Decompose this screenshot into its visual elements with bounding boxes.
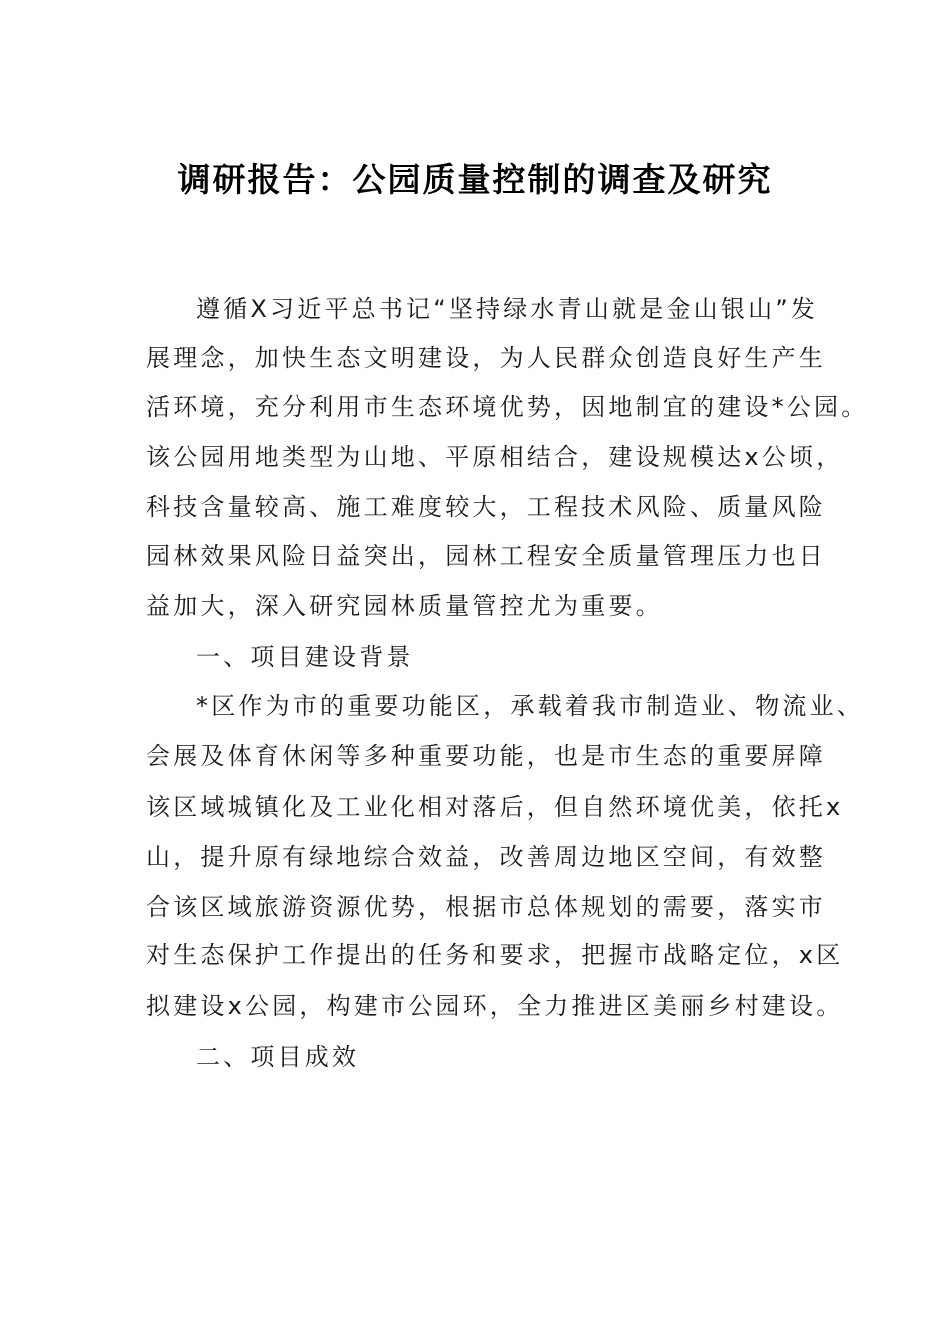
paragraph-1-line-3: 活环境，充分利用市生态环境优势，因地制宜的建设*公园。 [146, 393, 869, 421]
paragraph-2-line-3: 该区域城镇化及工业化相对落后，但自然环境优美，依托x [146, 793, 844, 821]
paragraph-2-line-4: 山，提升原有绿地综合效益，改善周边地区空间，有效整 [146, 843, 826, 871]
document-title: 调研报告：公园质量控制的调查及研究 [177, 160, 773, 199]
paragraph-1-line-6: 园林效果风险日益突出，园林工程安全质量管理压力也日 [146, 542, 826, 570]
paragraph-1-line-7: 益加大，深入研究园林质量管控尤为重要。 [146, 592, 663, 620]
paragraph-2-line-7: 拟建设x公园，构建市公园环，全力推进区美丽乡村建设。 [146, 992, 844, 1020]
paragraph-1-line-1: 遵循X习近平总书记“坚持绿水青山就是金山银山”发 [196, 295, 819, 323]
paragraph-2-line-2: 会展及体育休闲等多种重要功能，也是市生态的重要屏障 [146, 742, 826, 770]
section-heading-1: 一、项目建设背景 [196, 643, 414, 671]
paragraph-1-line-4: 该公园用地类型为山地、平原相结合，建设规模达x公顷， [146, 443, 844, 471]
paragraph-1-line-5: 科技含量较高、施工难度较大，工程技术风险、质量风险 [146, 493, 826, 521]
paragraph-2-line-6: 对生态保护工作提出的任务和要求，把握市战略定位，x区 [146, 941, 844, 969]
paragraph-2-line-5: 合该区域旅游资源优势，根据市总体规划的需要，落实市 [146, 893, 826, 921]
paragraph-1-line-2: 展理念，加快生态文明建设，为人民群众创造良好生产生 [146, 344, 826, 372]
section-heading-2: 二、项目成效 [196, 1043, 360, 1071]
paragraph-2-line-1: *区作为市的重要功能区，承载着我市制造业、物流业、 [196, 692, 864, 720]
